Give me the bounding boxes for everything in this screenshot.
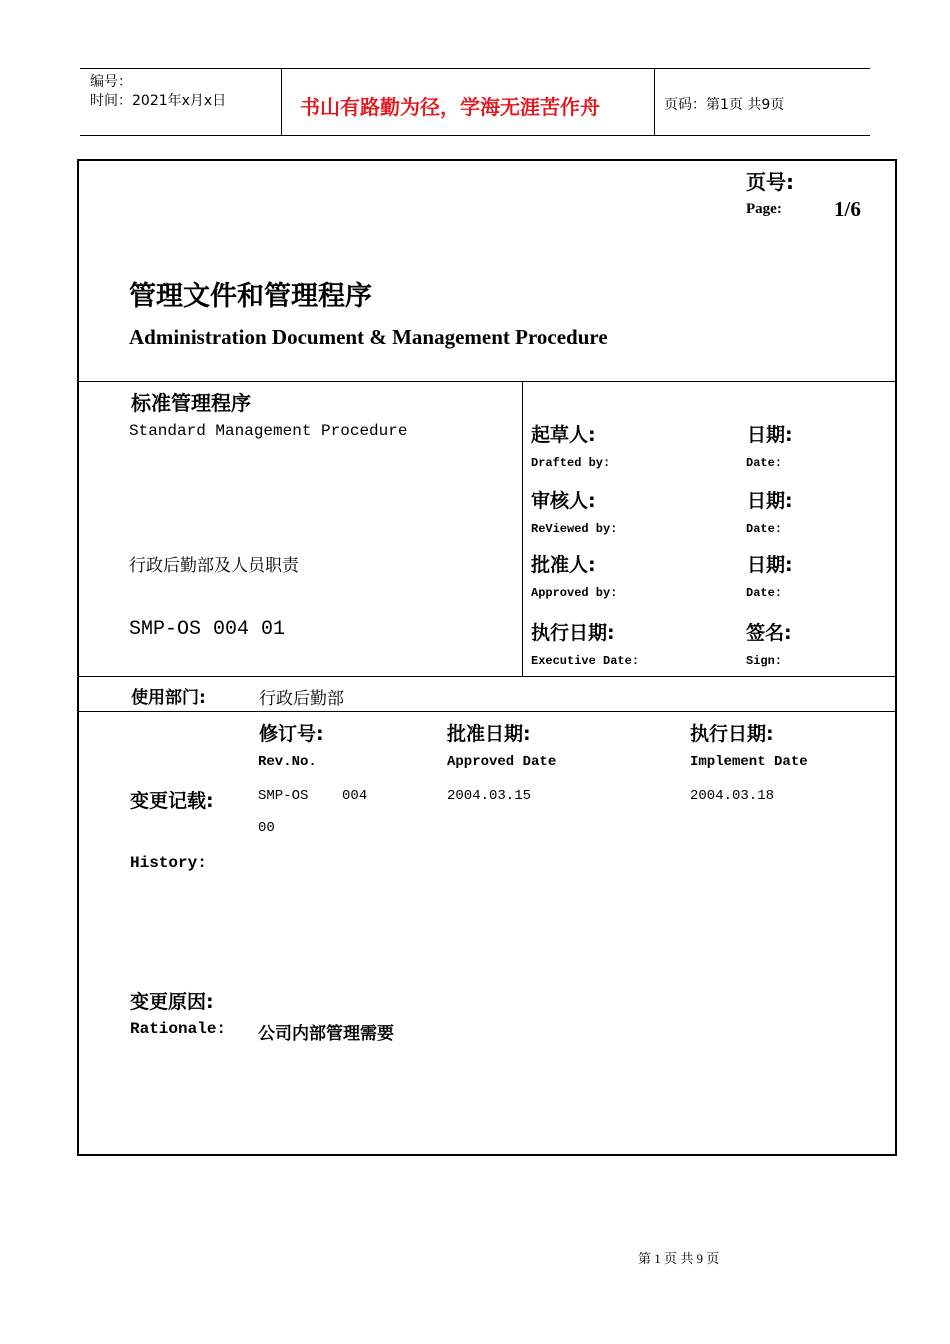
date-cn-3: 日期:	[747, 554, 793, 576]
exec-date-cn: 执行日期:	[531, 622, 615, 644]
history-rev-value-cont: 00	[258, 820, 275, 836]
title-en: Administration Document & Management Procedure	[129, 325, 608, 349]
frame-right	[895, 159, 897, 1156]
smp-title-cn: 标准管理程序	[131, 391, 251, 415]
smp-title-en: Standard Management Procedure	[129, 422, 408, 440]
rule-after-dept	[77, 711, 897, 712]
rev-no-en: Rev.No.	[258, 754, 317, 770]
dept-label: 使用部门:	[131, 688, 206, 708]
dept-value: 行政后勤部	[259, 689, 344, 708]
title-cn: 管理文件和管理程序	[129, 281, 372, 312]
rationale-label-en: Rationale:	[130, 1020, 227, 1038]
rule-after-sign	[77, 676, 897, 677]
frame-bottom	[77, 1154, 897, 1156]
doc-code: SMP-OS 004 01	[129, 618, 286, 641]
implement-date-en: Implement Date	[690, 754, 808, 770]
sign-cn: 签名:	[746, 622, 792, 644]
header-number-label: 编号：	[90, 74, 132, 90]
header-top-rule	[80, 68, 870, 69]
rationale-label-cn: 变更原因:	[130, 991, 214, 1013]
date-en-1: Date:	[746, 456, 783, 470]
approved-cn: 批准人:	[531, 554, 596, 576]
rule-after-title	[77, 381, 897, 382]
header-divider-right	[654, 68, 655, 136]
reviewed-cn: 审核人:	[531, 490, 596, 512]
header-divider-left	[281, 68, 282, 136]
rule-sign-column	[522, 381, 523, 676]
reviewed-en: ReViewed by:	[531, 522, 618, 536]
drafted-cn: 起草人:	[531, 424, 596, 446]
sign-en: Sign:	[746, 654, 783, 668]
subject-cn: 行政后勤部及人员职责	[129, 556, 299, 576]
approved-date-en: Approved Date	[447, 754, 557, 770]
history-rev-value: SMP-OS 004	[258, 788, 368, 804]
header-motto: 书山有路勤为径，学海无涯苦作舟	[300, 95, 600, 119]
footer-page-number: 第 1 页 共 9 页	[638, 1251, 720, 1266]
page-label-en: Page:	[746, 201, 782, 217]
drafted-en: Drafted by:	[531, 456, 611, 470]
page-value: 1/6	[834, 197, 861, 221]
history-implement-value: 2004.03.18	[690, 788, 775, 804]
frame-top	[77, 159, 897, 161]
page-label-cn: 页号:	[746, 170, 794, 194]
date-cn-1: 日期:	[747, 424, 793, 446]
date-en-2: Date:	[746, 522, 783, 536]
history-label-en: History:	[130, 854, 207, 872]
implement-date-cn: 执行日期:	[690, 723, 774, 745]
history-approved-value: 2004.03.15	[447, 788, 532, 804]
date-cn-2: 日期:	[747, 490, 793, 512]
approved-date-cn: 批准日期:	[447, 723, 531, 745]
history-label-cn: 变更记载:	[130, 790, 214, 812]
header-time-label: 时间：2021年x月x日	[90, 93, 227, 109]
approved-en: Approved by:	[531, 586, 618, 600]
frame-left	[77, 159, 79, 1156]
rationale-value: 公司内部管理需要	[258, 1024, 394, 1044]
header-bottom-rule	[80, 135, 870, 136]
rev-no-cn: 修订号:	[259, 723, 324, 745]
date-en-3: Date:	[746, 586, 783, 600]
header-page-info: 页码：第1页 共9页	[664, 97, 785, 113]
exec-date-en: Executive Date:	[531, 654, 640, 668]
